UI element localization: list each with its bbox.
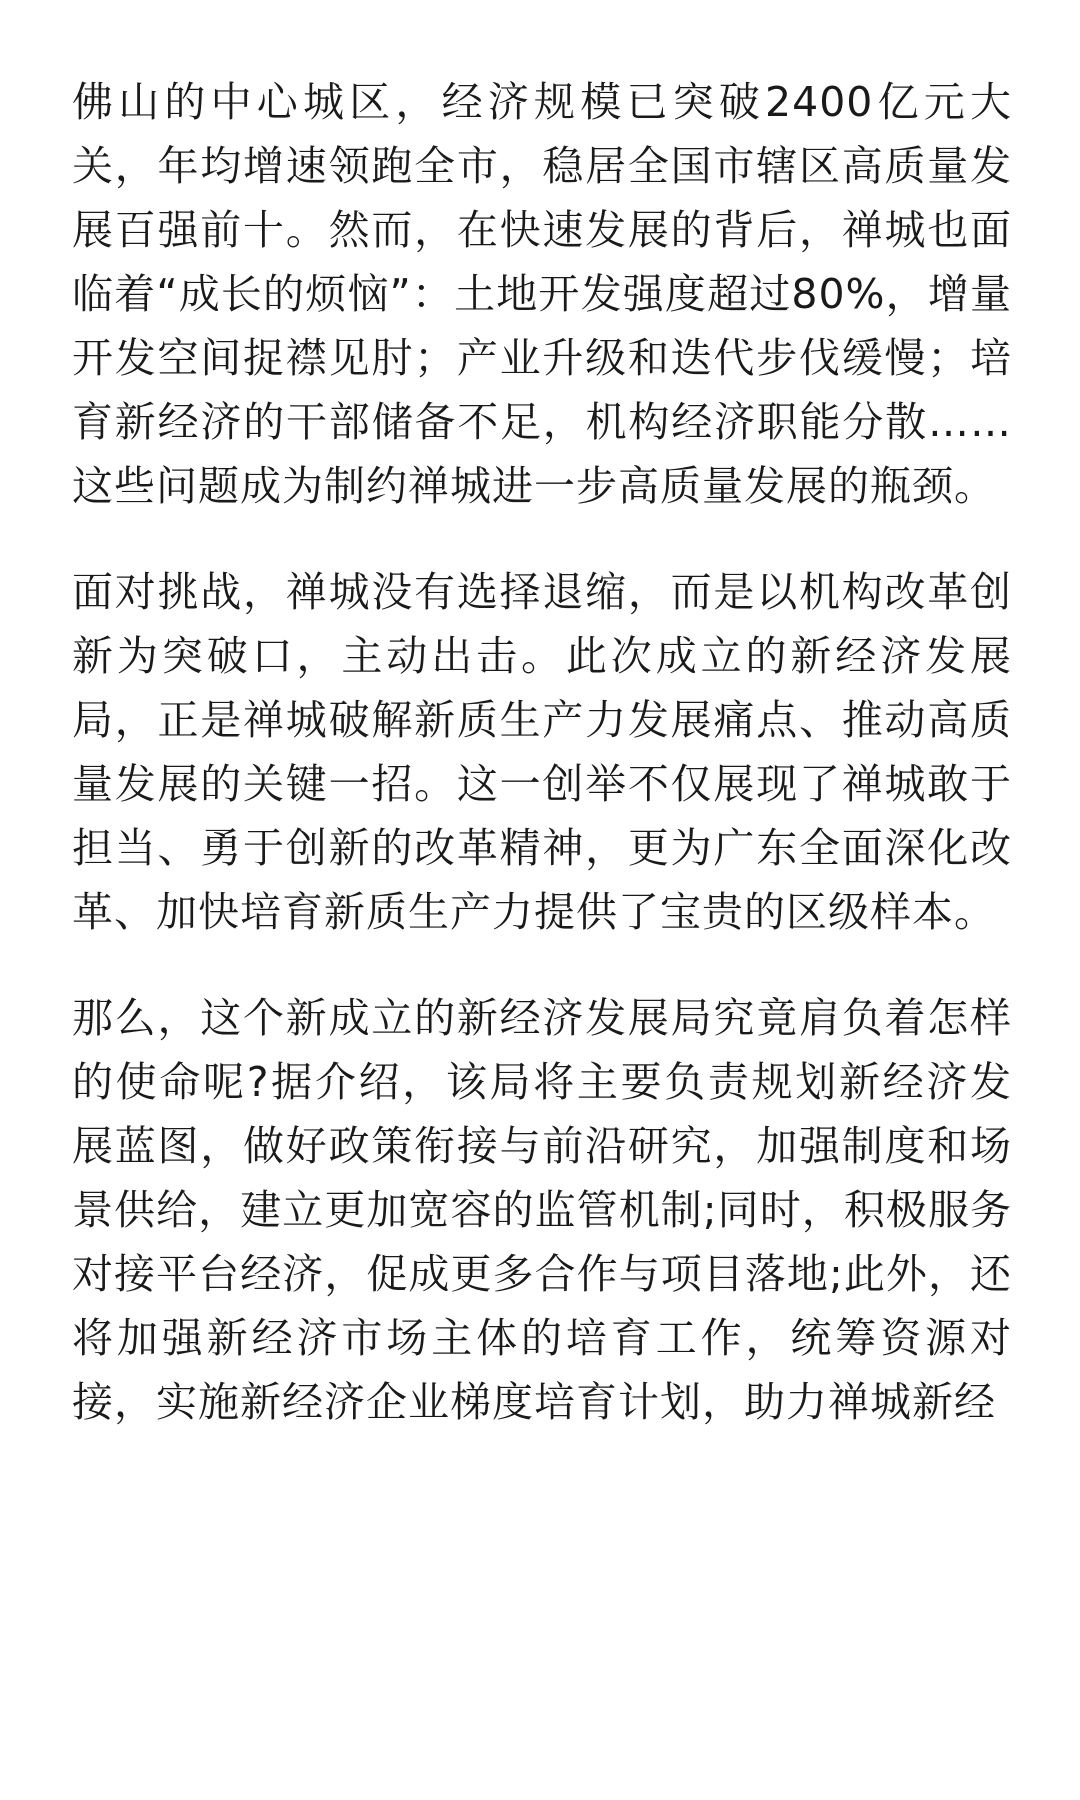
article-paragraph-3: 那么，这个新成立的新经济发展局究竟肩负着怎样的使命呢?据介绍，该局将主要负责规划新经济发展蓝图，做好政策衔接与前沿研究，加强制度和场景供给，建立更加宽容的监管机制;同时，积极服务对接平台经济，促成更多合作与项目落地;此外，还将加强新经济市场主体的培育工作，统筹资源对接，实施新经济企业梯度培育计划，助力禅城新经 bbox=[72, 994, 1012, 1426]
article-body bbox=[72, 70, 1012, 1476]
article-paragraph-1: 佛山的中心城区，经济规模已突破2400亿元大关，年均增速领跑全市，稳居全国市辖区高质量发展百强前十。然而，在快速发展的背后，禅城也面临着“成长的烦恼”：土地开发强度超过80%，增量开发空间捉襟见肘；产业升级和迭代步伐缓慢；培育新经济的干部储备不足，机构经济职能分散……这些问题成为制约禅城进一步高质量发展的瓶颈。 bbox=[72, 78, 1012, 510]
article-paragraph-2: 面对挑战，禅城没有选择退缩，而是以机构改革创新为突破口，主动出击。此次成立的新经济发展局，正是禅城破解新质生产力发展痛点、推动高质量发展的关键一招。这一创举不仅展现了禅城敢于担当、勇于创新的改革精神，更为广东全面深化改革、加快培育新质生产力提供了宝贵的区级样本。 bbox=[72, 568, 1012, 936]
